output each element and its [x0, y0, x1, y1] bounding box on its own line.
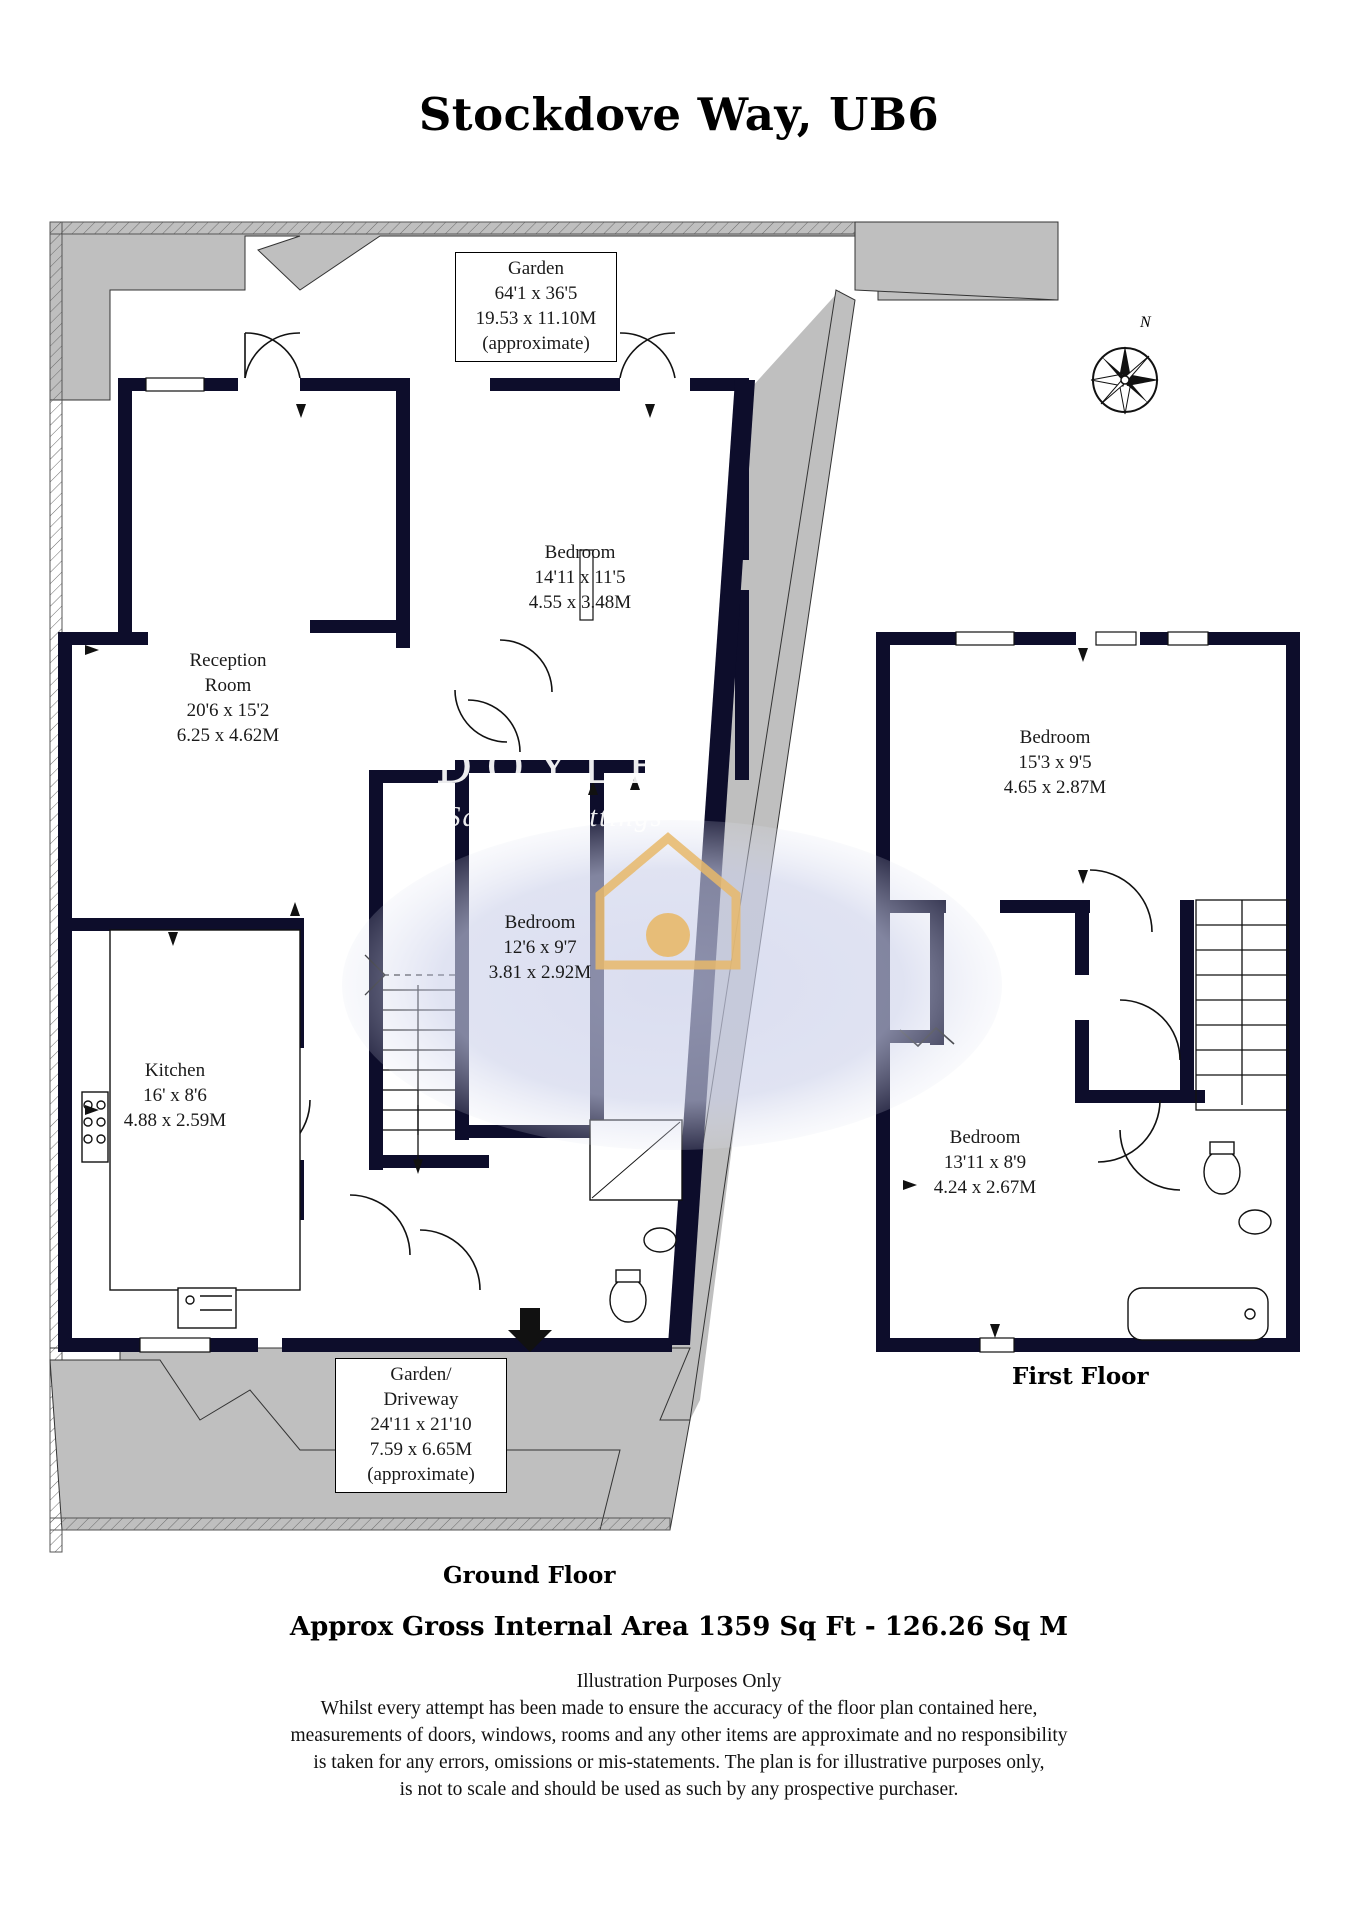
- room-label-bedroom-ground: Bedroom 14'11 x 11'5 4.55 x 3.48M: [528, 542, 632, 613]
- room-label-garden-driveway: Garden/ Driveway 24'11 x 21'10 7.59 x 6.65M (approximate): [335, 1358, 507, 1493]
- watermark-ellipse: [342, 820, 1002, 1150]
- disclaimer-line-2: measurements of doors, windows, rooms and any other items are approximate and no responsibility: [290, 1725, 1068, 1746]
- room-label-bedroom-first-1: Bedroom 15'3 x 9'5 4.65 x 2.87M: [1003, 727, 1107, 798]
- page-title: Stockdove Way, UB6: [418, 88, 940, 141]
- room-label-bedroom-first-2: Bedroom 13'11 x 8'9 4.24 x 2.67M: [933, 1127, 1037, 1198]
- compass-rose: [1080, 314, 1170, 430]
- room-label-bedroom-ground-2: Bedroom 12'6 x 9'7 3.81 x 2.92M: [488, 912, 592, 983]
- ground-floor-bathroom-fixtures: [590, 1120, 682, 1322]
- room-label-reception-room: Reception Room 20'6 x 15'2 6.25 x 4.62M: [176, 650, 280, 746]
- disclaimer-line-4: is not to scale and should be used as such by any prospective purchaser.: [399, 1779, 959, 1800]
- disclaimer-line-1: Whilst every attempt has been made to ensure the accuracy of the floor plan contained here,: [320, 1698, 1038, 1719]
- ground-floor-caption: Ground Floor: [443, 1562, 616, 1589]
- disclaimer-heading: Illustration Purposes Only: [576, 1671, 782, 1692]
- watermark-tagline: Sales & Lettings: [446, 802, 664, 833]
- first-floor-caption: First Floor: [1012, 1363, 1149, 1390]
- watermark-brand: DOYLE: [435, 740, 675, 794]
- compass-north-label: N: [1140, 314, 1151, 331]
- first-floor-staircase: [1196, 900, 1288, 1110]
- room-label-garden: Garden 64'1 x 36'5 19.53 x 11.10M (approximate): [455, 252, 617, 362]
- disclaimer-line-3: is taken for any errors, omissions or mis-statements. The plan is for illustrative purposes only,: [313, 1752, 1045, 1773]
- disclaimer: [0, 1668, 1358, 1803]
- first-floor-door-swings: [1090, 870, 1180, 1190]
- room-label-kitchen: Kitchen 16' x 8'6 4.88 x 2.59M: [123, 1060, 227, 1131]
- first-floor-bathroom-fixtures: [1128, 1142, 1271, 1340]
- gross-internal-area: Approx Gross Internal Area 1359 Sq Ft - 126.26 Sq M: [289, 1612, 1069, 1642]
